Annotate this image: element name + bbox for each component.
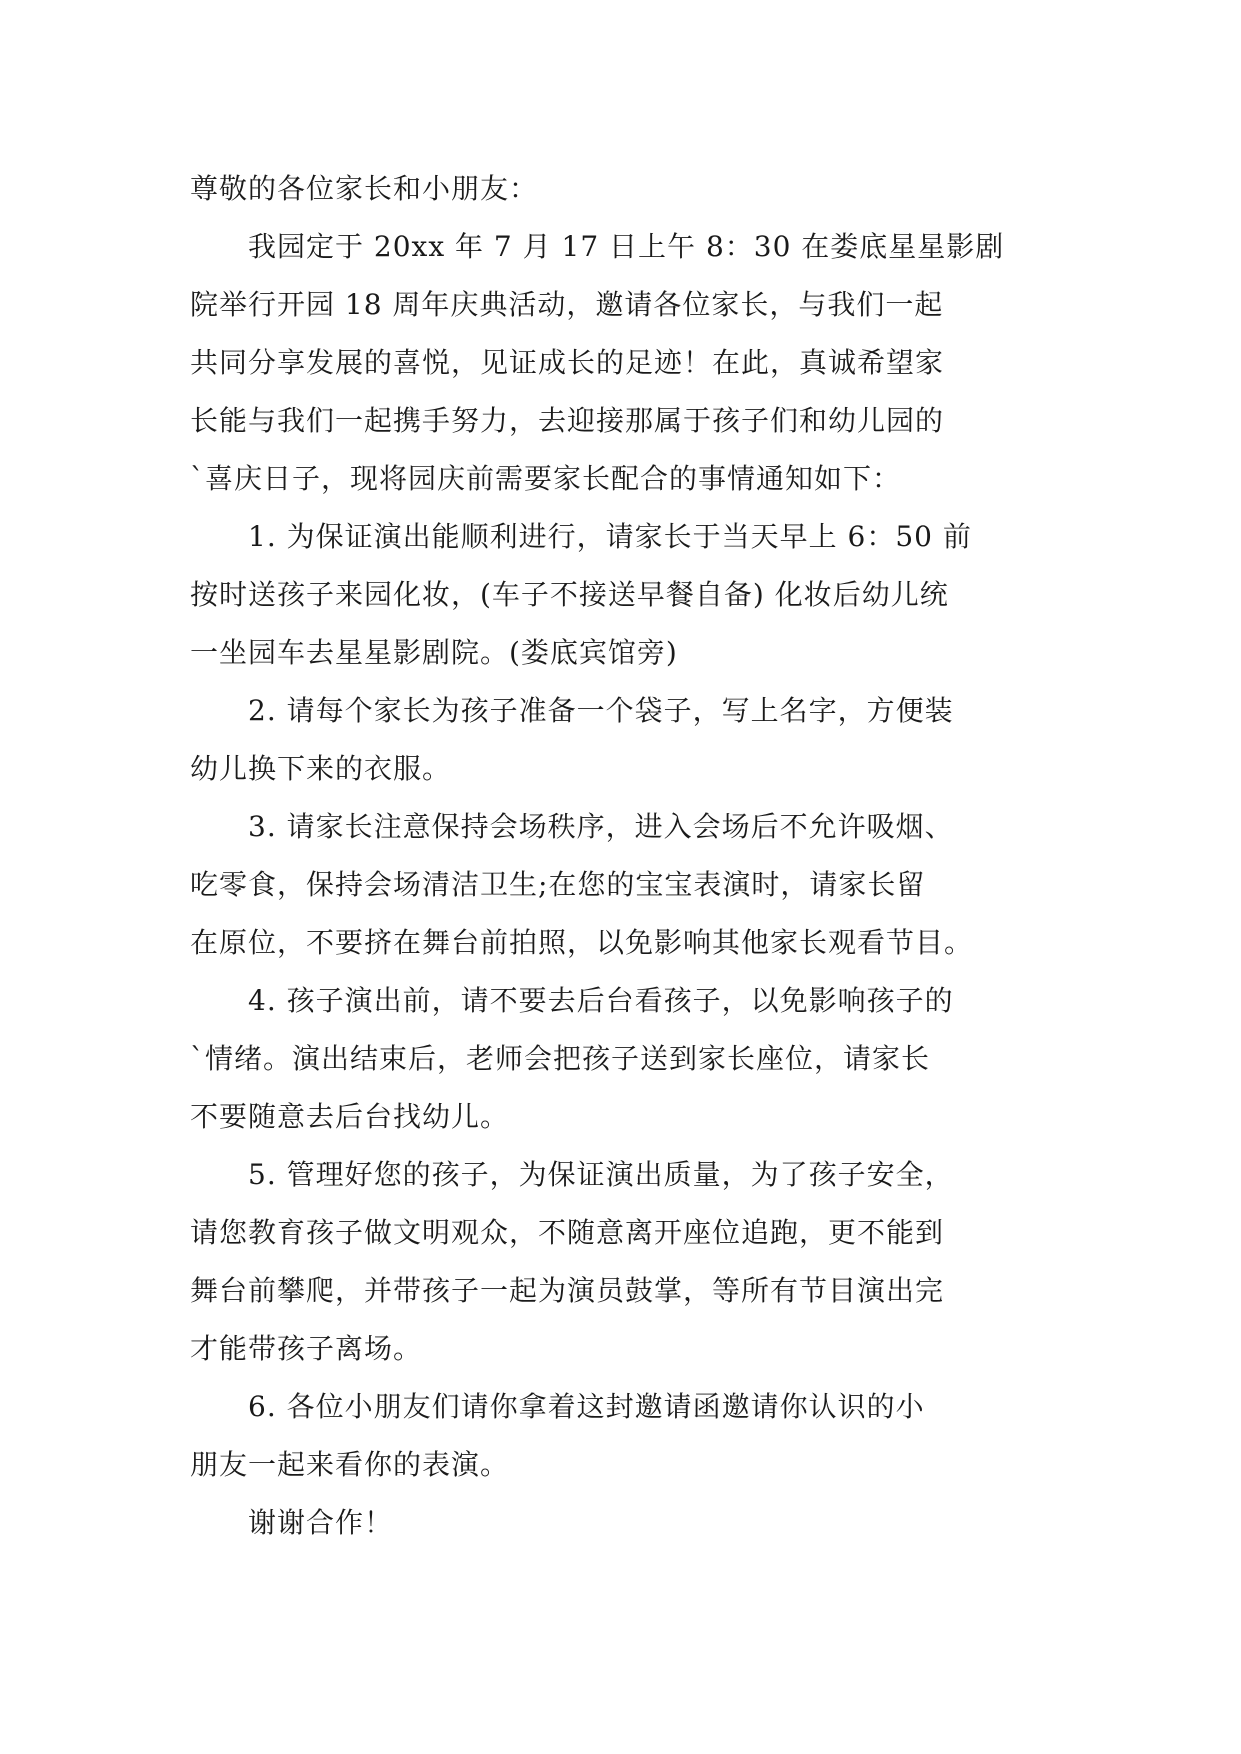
intro-line: 共同分享发展的喜悦，见证成长的足迹！在此，真诚希望家: [190, 346, 945, 379]
item-6-line: 6. 各位小朋友们请你拿着这封邀请函邀请你认识的小: [248, 1390, 925, 1423]
greeting: 尊敬的各位家长和小朋友：: [190, 172, 539, 205]
item-4-line: 不要随意去后台找幼儿。: [190, 1100, 510, 1133]
item-1: [190, 508, 1050, 682]
item-3-line: 吃零食，保持会场清洁卫生;在您的宝宝表演时，请家长留: [190, 868, 926, 901]
item-1-line: 按时送孩子来园化妆，(车子不接送早餐自备) 化妆后幼儿统: [190, 578, 949, 611]
item-6: [190, 1378, 1050, 1494]
item-4-line: 4. 孩子演出前，请不要去后台看孩子，以免影响孩子的: [248, 984, 954, 1017]
item-1-line: 一坐园车去星星影剧院。(娄底宾馆旁): [190, 636, 678, 669]
item-2-line: 幼儿换下来的衣服。: [190, 752, 452, 785]
closing: 谢谢合作！: [248, 1506, 394, 1539]
intro-line: `喜庆日子，现将园庆前需要家长配合的事情通知如下：: [190, 462, 902, 495]
item-5: [190, 1146, 1050, 1378]
item-1-line: 1. 为保证演出能顺利进行，请家长于当天早上 6：50 前: [248, 520, 972, 553]
intro-line: 我园定于 20xx 年 7 月 17 日上午 8：30 在娄底星星影剧: [248, 230, 1005, 263]
item-3-line: 在原位，不要挤在舞台前拍照，以免影响其他家长观看节目。: [190, 926, 974, 959]
item-2-line: 2. 请每个家长为孩子准备一个袋子，写上名字，方便装: [248, 694, 954, 727]
document-body: [190, 160, 1050, 1552]
item-6-line: 朋友一起来看你的表演。: [190, 1448, 510, 1481]
item-3: [190, 798, 1050, 972]
item-5-line: 5. 管理好您的孩子，为保证演出质量，为了孩子安全，: [248, 1158, 954, 1191]
item-4: [190, 972, 1050, 1146]
intro-paragraph: [190, 218, 1050, 508]
intro-line: 院举行开园 18 周年庆典活动，邀请各位家长，与我们一起: [190, 288, 944, 321]
item-3-line: 3. 请家长注意保持会场秩序，进入会场后不允许吸烟、: [248, 810, 954, 843]
item-2: [190, 682, 1050, 798]
item-5-line: 舞台前攀爬，并带孩子一起为演员鼓掌，等所有节目演出完: [190, 1274, 945, 1307]
intro-line: 长能与我们一起携手努力，去迎接那属于孩子们和幼儿园的: [190, 404, 945, 437]
item-5-line: 请您教育孩子做文明观众，不随意离开座位追跑，更不能到: [190, 1216, 945, 1249]
item-4-line: `情绪。演出结束后，老师会把孩子送到家长座位，请家长: [190, 1042, 931, 1075]
item-5-line: 才能带孩子离场。: [190, 1332, 423, 1365]
